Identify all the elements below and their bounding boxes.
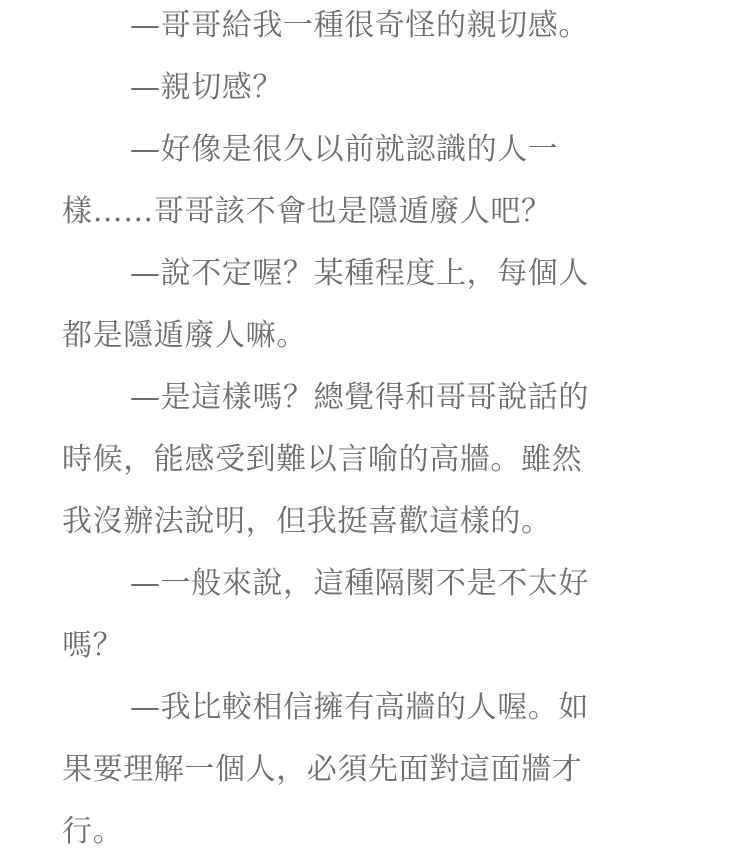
text-line: —好像是很久以前就認識的人一 — [130, 132, 559, 167]
text-line: 時候，能感受到難以言喻的高牆。雖然 — [62, 442, 583, 477]
dialogue-paragraph — [62, 0, 674, 57]
dialogue-paragraph — [62, 57, 674, 119]
text-line: 都是隱遁廢人嘛。 — [62, 318, 307, 353]
text-line: 我沒辦法說明，但我挺喜歡這樣的。 — [62, 504, 552, 539]
dialogue-paragraph — [62, 119, 674, 243]
text-line: 嗎？ — [62, 628, 124, 663]
text-line: —一般來說，這種隔閡不是不太好 — [130, 566, 589, 601]
text-line: —哥哥給我一種很奇怪的親切感。 — [130, 8, 589, 43]
dialogue-paragraph — [62, 243, 674, 367]
text-line: 樣……哥哥該不會也是隱遁廢人吧？ — [62, 194, 552, 229]
text-line: 果要理解一個人，必須先面對這面牆才 — [62, 752, 583, 787]
dialogue-paragraph — [62, 367, 674, 553]
text-line: 行。 — [62, 814, 124, 849]
text-line: —說不定喔？某種程度上，每個人 — [130, 256, 589, 291]
text-line: —我比較相信擁有高牆的人喔。如 — [130, 690, 589, 725]
text-line: —是這樣嗎？總覺得和哥哥說話的 — [130, 380, 589, 415]
text-line: —親切感？ — [130, 70, 283, 105]
text-page — [62, 0, 674, 863]
dialogue-paragraph — [62, 553, 674, 677]
dialogue-paragraph — [62, 677, 674, 863]
